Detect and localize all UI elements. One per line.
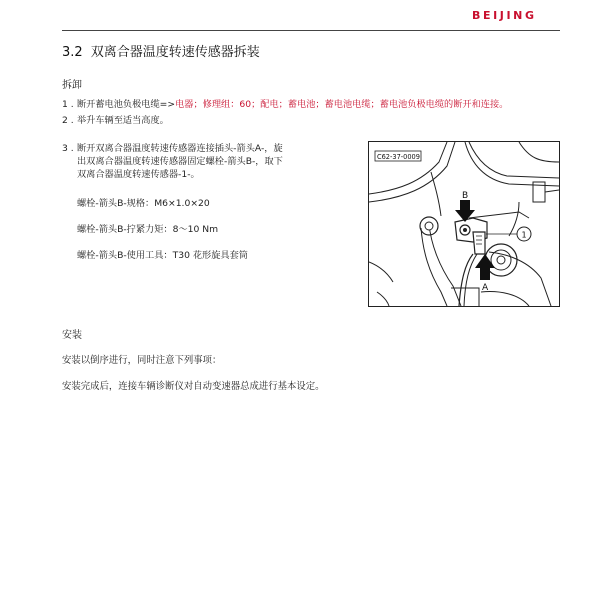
step-text: 举升车辆至适当高度。 bbox=[77, 115, 169, 126]
step-number: 3 . bbox=[62, 143, 74, 154]
step-text: 断开蓄电池负极电缆=> bbox=[77, 99, 176, 110]
step-1 bbox=[62, 98, 582, 111]
section-title bbox=[62, 41, 260, 60]
step-text-line: 断开双离合器温度转速传感器连接插头-箭头A-，旋 bbox=[77, 143, 283, 154]
step-2 bbox=[62, 114, 362, 127]
bolt-torque-note: 螺栓-箭头B-拧紧力矩：8～10 Nm bbox=[77, 224, 219, 235]
step-number: 2 . bbox=[62, 115, 74, 126]
figure-id: C62-37-0009 bbox=[377, 153, 420, 161]
section-title-text: 双离合器温度转速传感器拆装 bbox=[90, 45, 260, 60]
header-rule bbox=[62, 30, 560, 31]
section-number: 3.2 bbox=[62, 45, 83, 60]
label-a: A bbox=[482, 283, 489, 293]
reference-link[interactable]: 电器；修理组：60；配电；蓄电池；蓄电池电缆；蓄电池负极电缆的断开和连接。 bbox=[175, 99, 509, 110]
beijing-logo bbox=[472, 9, 560, 21]
bolt-tool-note: 螺栓-箭头B-使用工具：T30 花形旋具套筒 bbox=[77, 250, 248, 261]
sensor-body bbox=[473, 232, 485, 254]
transmission-illustration bbox=[369, 142, 559, 306]
sensor-figure bbox=[368, 141, 560, 307]
logo-text: BEIJING bbox=[472, 9, 537, 21]
installation-heading: 安装 bbox=[62, 330, 82, 341]
bolt-spec-note: 螺栓-箭头B-规格：M6×1.0×20 bbox=[77, 198, 210, 209]
step-number: 1 . bbox=[62, 99, 74, 110]
step-3 bbox=[62, 142, 362, 182]
step-text-line: 出双离合器温度转速传感器固定螺栓-箭头B-，取下 bbox=[77, 156, 283, 168]
arrow-a-icon bbox=[475, 254, 495, 280]
step-text-line: 双离合器温度转速传感器-1-。 bbox=[77, 169, 200, 181]
label-b: B bbox=[462, 191, 469, 201]
installation-note: 安装以倒序进行，同时注意下列事项： bbox=[62, 355, 222, 366]
installation-final-step: 安装完成后，连接车辆诊断仪对自动变速器总成进行基本设定。 bbox=[62, 381, 325, 392]
removal-heading: 拆卸 bbox=[62, 80, 82, 91]
label-1: 1 bbox=[521, 230, 527, 240]
